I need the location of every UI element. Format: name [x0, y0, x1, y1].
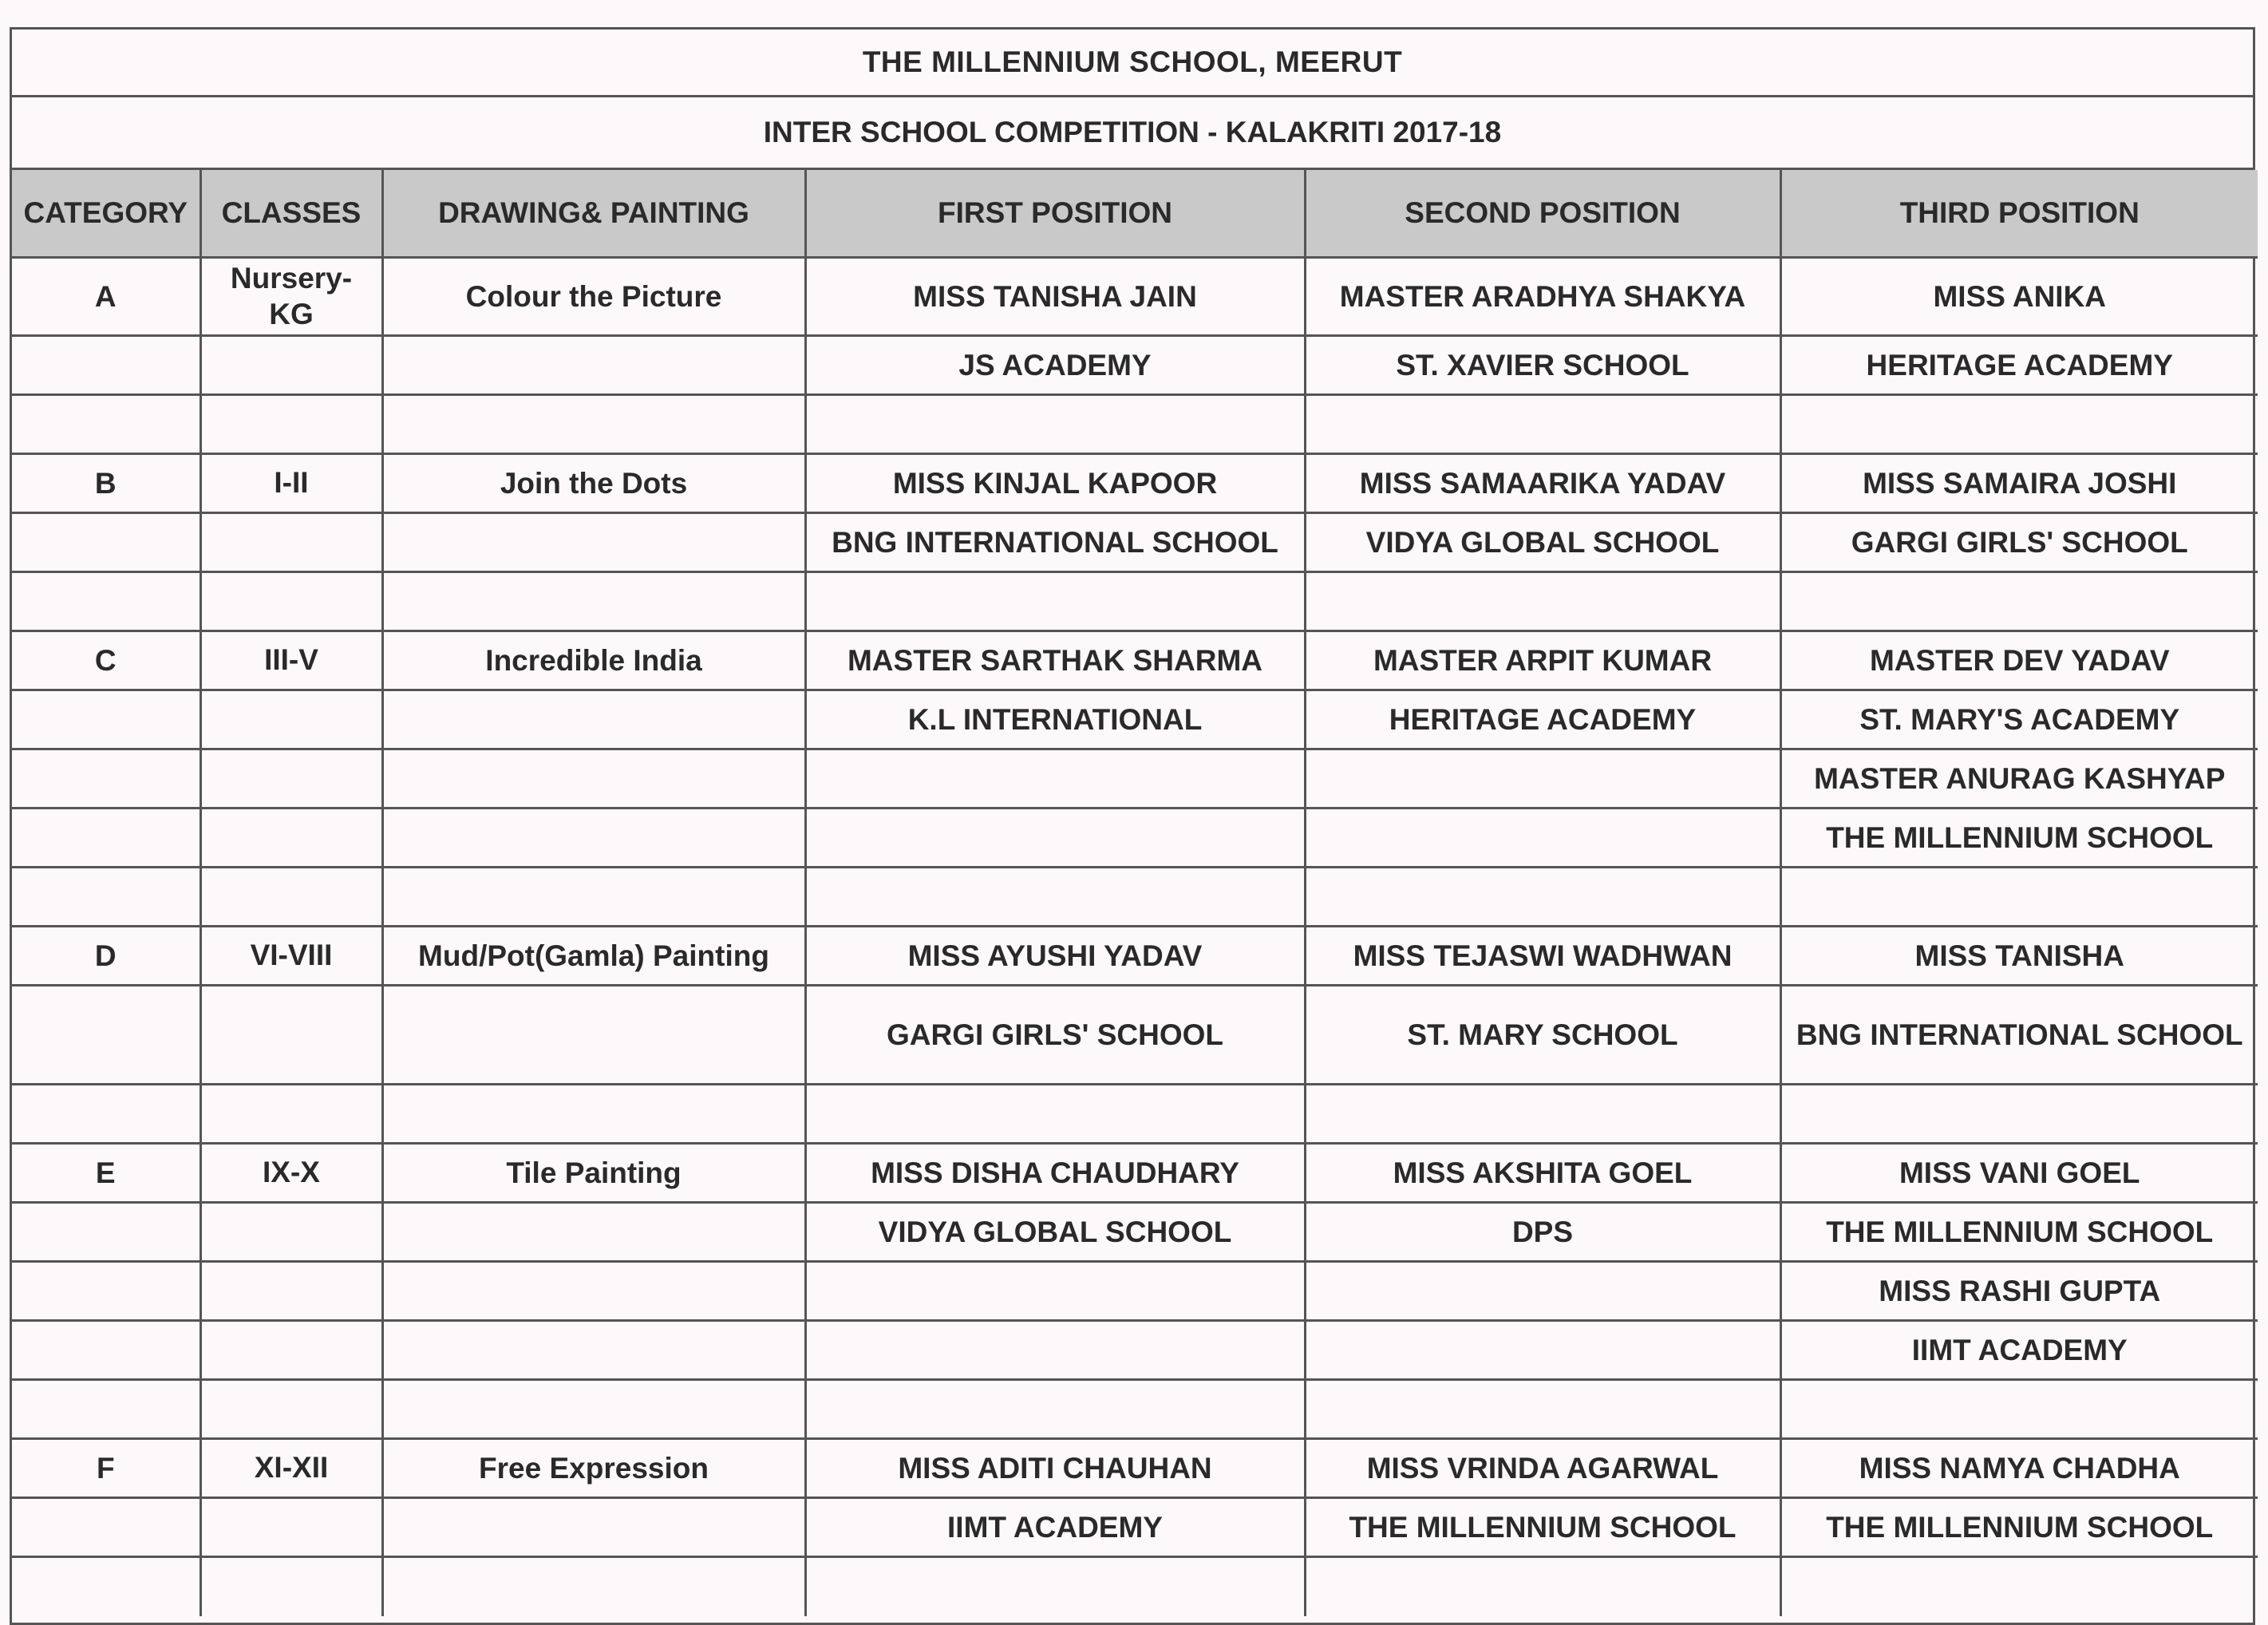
- activity-cell: [382, 809, 805, 868]
- second-position-cell: MISS VRINDA AGARWAL: [1305, 1439, 1780, 1498]
- second-position-cell: [1305, 572, 1780, 631]
- second-position-cell: [1305, 1321, 1780, 1380]
- results-table: [12, 170, 2258, 1616]
- classes-cell: [200, 749, 382, 809]
- activity-cell: [382, 1380, 805, 1439]
- second-position-cell: MISS AKSHITA GOEL: [1305, 1144, 1780, 1203]
- third-position-cell: MISS VANI GOEL: [1780, 1144, 2258, 1203]
- category-cell: [12, 1380, 200, 1439]
- table-row: [12, 395, 2258, 454]
- third-position-cell: GARGI GIRLS' SCHOOL: [1780, 513, 2258, 572]
- second-position-cell: MISS SAMAARIKA YADAV: [1305, 454, 1780, 513]
- table-row: [12, 927, 2258, 986]
- header-row: [12, 170, 2258, 258]
- third-position-cell: MISS TANISHA: [1780, 927, 2258, 986]
- classes-cell: [200, 513, 382, 572]
- second-position-cell: [1305, 1085, 1780, 1144]
- third-position-cell: THE MILLENNIUM SCHOOL: [1780, 1498, 2258, 1557]
- classes-cell: [200, 1203, 382, 1262]
- classes-cell: III-V: [200, 631, 382, 690]
- classes-cell: [200, 572, 382, 631]
- category-cell: [12, 1262, 200, 1321]
- third-position-cell: BNG INTERNATIONAL SCHOOL: [1780, 986, 2258, 1085]
- table-row: [12, 631, 2258, 690]
- table-row: [12, 1203, 2258, 1262]
- school-title: THE MILLENNIUM SCHOOL, MEERUT: [12, 30, 2253, 97]
- header-first-position: FIRST POSITION: [805, 170, 1305, 258]
- category-cell: [12, 749, 200, 809]
- activity-cell: Join the Dots: [382, 454, 805, 513]
- table-row: [12, 1262, 2258, 1321]
- category-cell: [12, 513, 200, 572]
- first-position-cell: [805, 1380, 1305, 1439]
- category-cell: [12, 1085, 200, 1144]
- second-position-cell: [1305, 809, 1780, 868]
- third-position-cell: [1780, 1557, 2258, 1616]
- first-position-cell: [805, 749, 1305, 809]
- first-position-cell: [805, 809, 1305, 868]
- competition-title: INTER SCHOOL COMPETITION - KALAKRITI 2017-18: [12, 97, 2253, 170]
- activity-cell: [382, 336, 805, 395]
- classes-cell: Nursery- KG: [200, 258, 382, 336]
- activity-cell: [382, 986, 805, 1085]
- first-position-cell: K.L INTERNATIONAL: [805, 690, 1305, 749]
- second-position-cell: VIDYA GLOBAL SCHOOL: [1305, 513, 1780, 572]
- table-row: [12, 1321, 2258, 1380]
- category-cell: [12, 1498, 200, 1557]
- first-position-cell: BNG INTERNATIONAL SCHOOL: [805, 513, 1305, 572]
- table-row: [12, 1144, 2258, 1203]
- header-activity: DRAWING& PAINTING: [382, 170, 805, 258]
- category-cell: B: [12, 454, 200, 513]
- activity-cell: [382, 1498, 805, 1557]
- classes-cell: [200, 1085, 382, 1144]
- activity-cell: [382, 1085, 805, 1144]
- activity-cell: [382, 1557, 805, 1616]
- table-row: [12, 986, 2258, 1085]
- second-position-cell: DPS: [1305, 1203, 1780, 1262]
- third-position-cell: [1780, 572, 2258, 631]
- second-position-cell: [1305, 1262, 1780, 1321]
- category-cell: [12, 1557, 200, 1616]
- first-position-cell: MISS DISHA CHAUDHARY: [805, 1144, 1305, 1203]
- category-cell: [12, 1203, 200, 1262]
- second-position-cell: MISS TEJASWI WADHWAN: [1305, 927, 1780, 986]
- third-position-cell: MISS SAMAIRA JOSHI: [1780, 454, 2258, 513]
- first-position-cell: VIDYA GLOBAL SCHOOL: [805, 1203, 1305, 1262]
- second-position-cell: [1305, 868, 1780, 927]
- table-row: [12, 1085, 2258, 1144]
- second-position-cell: ST. XAVIER SCHOOL: [1305, 336, 1780, 395]
- third-position-cell: [1780, 868, 2258, 927]
- classes-cell: [200, 1557, 382, 1616]
- first-position-cell: MISS ADITI CHAUHAN: [805, 1439, 1305, 1498]
- activity-cell: [382, 1321, 805, 1380]
- category-cell: [12, 868, 200, 927]
- table-row: [12, 336, 2258, 395]
- category-cell: F: [12, 1439, 200, 1498]
- category-cell: [12, 336, 200, 395]
- classes-cell: [200, 1380, 382, 1439]
- first-position-cell: [805, 868, 1305, 927]
- first-position-cell: MISS KINJAL KAPOOR: [805, 454, 1305, 513]
- classes-cell: VI-VIII: [200, 927, 382, 986]
- third-position-cell: IIMT ACADEMY: [1780, 1321, 2258, 1380]
- third-position-cell: MISS RASHI GUPTA: [1780, 1262, 2258, 1321]
- table-row: [12, 454, 2258, 513]
- classes-cell: [200, 809, 382, 868]
- table-row: [12, 1439, 2258, 1498]
- second-position-cell: THE MILLENNIUM SCHOOL: [1305, 1498, 1780, 1557]
- category-cell: [12, 809, 200, 868]
- classes-cell: IX-X: [200, 1144, 382, 1203]
- first-position-cell: MASTER SARTHAK SHARMA: [805, 631, 1305, 690]
- second-position-cell: MASTER ARADHYA SHAKYA: [1305, 258, 1780, 336]
- third-position-cell: THE MILLENNIUM SCHOOL: [1780, 809, 2258, 868]
- activity-cell: [382, 690, 805, 749]
- classes-cell: [200, 868, 382, 927]
- activity-cell: [382, 1262, 805, 1321]
- third-position-cell: [1780, 1380, 2258, 1439]
- category-cell: C: [12, 631, 200, 690]
- classes-cell: XI-XII: [200, 1439, 382, 1498]
- table-row: [12, 513, 2258, 572]
- table-row: [12, 749, 2258, 809]
- first-position-cell: MISS TANISHA JAIN: [805, 258, 1305, 336]
- third-position-cell: [1780, 395, 2258, 454]
- activity-cell: [382, 749, 805, 809]
- third-position-cell: ST. MARY'S ACADEMY: [1780, 690, 2258, 749]
- category-cell: [12, 690, 200, 749]
- second-position-cell: ST. MARY SCHOOL: [1305, 986, 1780, 1085]
- category-cell: [12, 395, 200, 454]
- first-position-cell: GARGI GIRLS' SCHOOL: [805, 986, 1305, 1085]
- category-cell: D: [12, 927, 200, 986]
- second-position-cell: [1305, 1557, 1780, 1616]
- third-position-cell: THE MILLENNIUM SCHOOL: [1780, 1203, 2258, 1262]
- activity-cell: [382, 513, 805, 572]
- header-category: CATEGORY: [12, 170, 200, 258]
- third-position-cell: MASTER DEV YADAV: [1780, 631, 2258, 690]
- classes-cell: [200, 1262, 382, 1321]
- third-position-cell: MISS NAMYA CHADHA: [1780, 1439, 2258, 1498]
- second-position-cell: MASTER ARPIT KUMAR: [1305, 631, 1780, 690]
- first-position-cell: [805, 1262, 1305, 1321]
- first-position-cell: JS ACADEMY: [805, 336, 1305, 395]
- activity-cell: Incredible India: [382, 631, 805, 690]
- classes-cell: [200, 336, 382, 395]
- activity-cell: Colour the Picture: [382, 258, 805, 336]
- third-position-cell: [1780, 1085, 2258, 1144]
- classes-cell: [200, 395, 382, 454]
- first-position-cell: IIMT ACADEMY: [805, 1498, 1305, 1557]
- category-cell: [12, 572, 200, 631]
- first-position-cell: [805, 1085, 1305, 1144]
- table-row: [12, 1380, 2258, 1439]
- activity-cell: Tile Painting: [382, 1144, 805, 1203]
- second-position-cell: [1305, 395, 1780, 454]
- activity-cell: [382, 395, 805, 454]
- activity-cell: [382, 1203, 805, 1262]
- table-row: [12, 258, 2258, 336]
- table-row: [12, 572, 2258, 631]
- table-row: [12, 1498, 2258, 1557]
- category-cell: [12, 1321, 200, 1380]
- activity-cell: Free Expression: [382, 1439, 805, 1498]
- classes-cell: [200, 1498, 382, 1557]
- header-second-position: SECOND POSITION: [1305, 170, 1780, 258]
- table-row: [12, 809, 2258, 868]
- first-position-cell: [805, 1321, 1305, 1380]
- table-row: [12, 868, 2258, 927]
- second-position-cell: HERITAGE ACADEMY: [1305, 690, 1780, 749]
- classes-cell: I-II: [200, 454, 382, 513]
- activity-cell: Mud/Pot(Gamla) Painting: [382, 927, 805, 986]
- category-cell: A: [12, 258, 200, 336]
- table-row: [12, 1557, 2258, 1616]
- activity-cell: [382, 868, 805, 927]
- classes-cell: [200, 1321, 382, 1380]
- second-position-cell: [1305, 749, 1780, 809]
- header-third-position: THIRD POSITION: [1780, 170, 2258, 258]
- first-position-cell: [805, 1557, 1305, 1616]
- third-position-cell: MASTER ANURAG KASHYAP: [1780, 749, 2258, 809]
- activity-cell: [382, 572, 805, 631]
- classes-cell: [200, 986, 382, 1085]
- classes-cell: [200, 690, 382, 749]
- first-position-cell: [805, 395, 1305, 454]
- first-position-cell: [805, 572, 1305, 631]
- results-body: [12, 258, 2258, 1616]
- results-sheet: [10, 27, 2255, 1625]
- category-cell: E: [12, 1144, 200, 1203]
- header-classes: CLASSES: [200, 170, 382, 258]
- category-cell: [12, 986, 200, 1085]
- second-position-cell: [1305, 1380, 1780, 1439]
- third-position-cell: HERITAGE ACADEMY: [1780, 336, 2258, 395]
- third-position-cell: MISS ANIKA: [1780, 258, 2258, 336]
- table-row: [12, 690, 2258, 749]
- first-position-cell: MISS AYUSHI YADAV: [805, 927, 1305, 986]
